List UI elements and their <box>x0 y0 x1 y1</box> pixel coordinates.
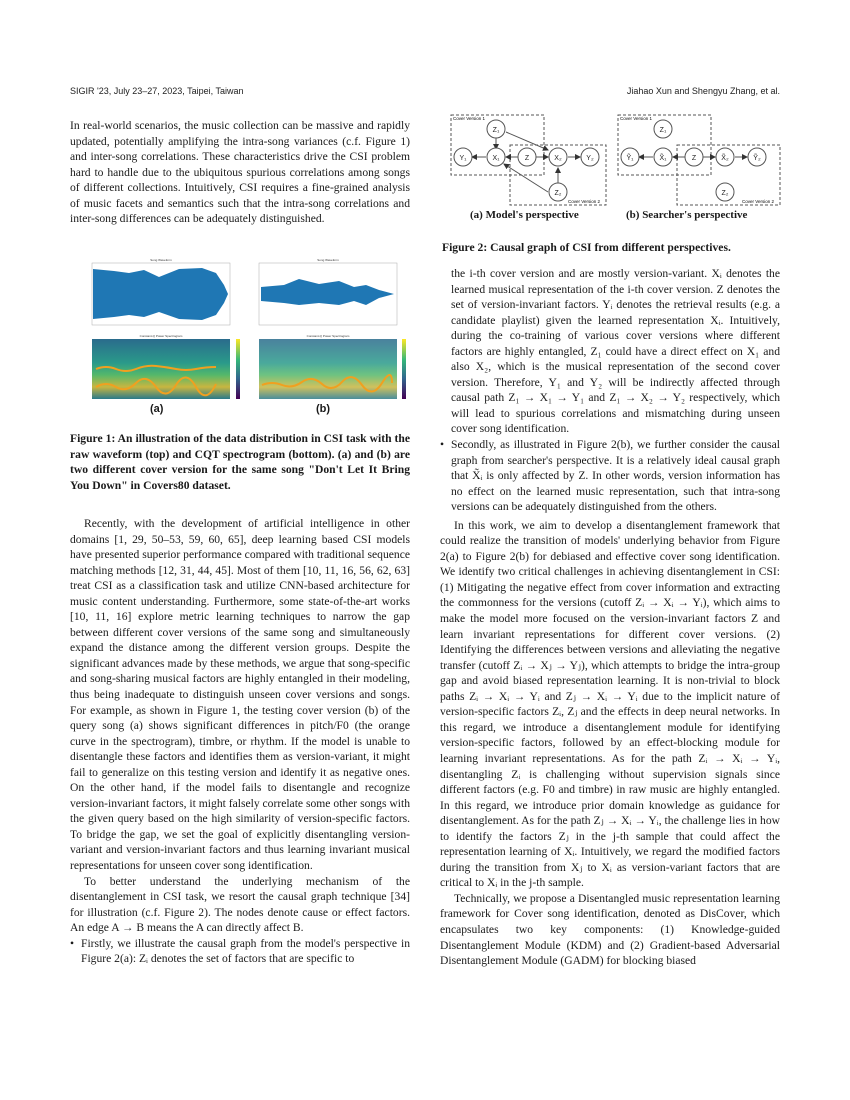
node-z: Z <box>691 155 697 162</box>
node-z1: Z₁ <box>659 127 667 134</box>
subfigure-a-label: (a) Model's perspective <box>470 209 579 221</box>
colorbar-a <box>236 339 240 399</box>
paragraph: Recently, with the development of artificial intelligence in other domains [1, 29, 50–53, 59, 60, 65], deep learning based CSI models have presented superior performance compared with traditional sequence matching methods [12, 31, 44, 45]. Most of them [10, 11, 16, 56, 62, 63] treat CSI as a classification task and utilize CNN-based architecture for music content understanding. Furthermore, some state-of-the-art works [10, 11, 16] explore metric learning techniques to narrow the gap between different cover versions of the same song and simultaneously expand the distance among the different version groups. Despite the significant advances made by these methods, we argue that song-specific and song-sharing musical factors are highly entangled in their modeling, thus being inadequate to distinguish unseen cover versions and songs. For example, as shown in Figure 1, the testing cover version (b) of the query song (a) shows significant differences in pitch/F0 (the orange curve in the spectrogram), timbre, or rhythm. If the model is unable to disentangle these factors and identifies them as version-variant, it might fail to generalize on this testing version and identify it as negative ones. On the other hand, if the model fails to disentangle and recognize version-invariant factors, it might falsely correlate some other songs with the given query based on the high similarity of version-specific factors. To bridge the gap, we set the goal of explicitly disentangling version-variant and version-invariant factors and thus learning invariant musical representations for unseen cover song identification. <box>70 517 410 873</box>
running-header-right: Jiahao Xun and Shengyu Zhang, et al. <box>626 86 780 96</box>
panel-label-b: (b) <box>316 403 331 415</box>
node-x2-tilde: X̃₂ <box>721 155 729 162</box>
waveform-title-b: Song Waveform <box>317 258 339 262</box>
node-z: Z <box>524 155 530 162</box>
node-z1: Z₁ <box>492 127 500 134</box>
right-column <box>440 266 780 969</box>
causal-graph <box>448 112 783 210</box>
node-y1: Y₁ <box>459 155 467 162</box>
subfigure-b-label: (b) Searcher's perspective <box>626 209 748 221</box>
spectrogram-title-a: Constant-Q Power Spectrogram <box>139 334 183 338</box>
figure-2 <box>448 112 783 227</box>
colorbar-b <box>402 339 406 399</box>
spectrogram-title-b: Constant-Q Power Spectrogram <box>306 334 350 338</box>
running-header-left: SIGIR '23, July 23–27, 2023, Taipei, Taiwan <box>70 86 244 96</box>
waveform-a <box>92 263 230 325</box>
spectrogram-a <box>92 339 230 399</box>
waveform-title-a: Song Waveform <box>150 258 172 262</box>
paragraph: In this work, we aim to develop a disentanglement framework that could realize the transition of models' underlying behavior from Figure 2(a) to Figure 2(b) for debiased and effective cover song identification. We identify two critical challenges in achieving disentanglement in CSI: (1) Mitigating the negative effect from cover information and extracting the commonness for the versions (cutoff Zᵢ → Xᵢ → Yᵢ), which aims to make the model more focused on the version-invariant factors Z and learn invariant representations for different cover versions. (2) Identifying the differences between versions and alleviating the negative transfer (cutoff Zᵢ → Xⱼ → Yⱼ), which attempts to bridge the intra-group gap and avoid biased representation learning. It is non-trivial to block paths Zᵢ → Xᵢ → Yᵢ and Zⱼ → Xᵢ → Yᵢ due to the implicit nature of version-specific factors Zᵢ, Zⱼ and the effects in deep neural networks. In this regard, we introduce a disentanglement module for identifying version-specific factors, followed by an effect-blocking module for learning invariant representations. As for the path Zᵢ → Xᵢ → Yᵢ, disentangling Zᵢ is challenging without supervision signals since different factors (e.g. F0 and timbre) in raw music are highly entangled. In this regard, we introduce prior domain knowledge as guidance for disentanglement. As for the path Zⱼ → Xᵢ → Yᵢ, the challenge lies in how to identify the factors Zⱼ in the j-th sample that could affect the representation learning of Xᵢ. Intuitively, we regard the modified factors during the transition from Xⱼ to Xᵢ as version-variant factors that are critical to Xᵢ in the j-th sample. <box>440 518 780 890</box>
figure-1-caption: Figure 1: An illustration of the data distribution in CSI task with the raw waveform (top) and CQT spectrogram (bottom). (a) and (b) are two different cover version for the same song "Don't Let It Bring You Down" in Covers80 dataset. <box>70 432 410 492</box>
node-y2: Y₂ <box>586 155 594 162</box>
figure-1-graphic <box>84 257 414 417</box>
bullet-item: • Firstly, we illustrate the causal graph from the model's perspective in Figure 2(a): Zᵢ denotes the set of factors that are specific to <box>70 936 410 967</box>
cover-version-2-label: Cover Version 2 <box>742 199 775 204</box>
paragraph: the i-th cover version and are mostly version-variant. Xᵢ denotes the learned musical representation of the i-th cover version. Z denotes the set of version-invariant factors. Yᵢ denotes the retrieval results (e.g. a candidate playlist) given the learned representation Xᵢ. Intuitively, during the co-training of various cover versions where different factors are highly entangled, Z₁ could have a direct effect on X₁ and also X₂, which is the musical representation of the second cover version. Therefore, Y₁ and Y₂ will be indirectly affected through causal path Z₁ → X₁ → Y₁ and Z₁ → X₂ → Y₂ respectively, which will lead to spurious correlations and mismatching during unseen cover song identification. <box>451 267 780 436</box>
bullet-item: • Secondly, as illustrated in Figure 2(b), we further consider the causal graph from searcher's perspective. It is a relatively ideal causal graph that X̃ᵢ is only affected by Z. In other words, version information has no effect on the learned music representation, such that intra-song versions can be adequately distinguished from the others. <box>440 437 780 515</box>
node-y2-tilde: Ỹ₂ <box>753 155 761 162</box>
waveform-b <box>259 263 397 325</box>
left-column <box>70 118 410 227</box>
cover-version-2-label: Cover Version 2 <box>568 199 601 204</box>
node-x1: X₁ <box>492 155 500 162</box>
paragraph: In real-world scenarios, the music collection can be massive and rapidly updated, potentially amplifying the intra-song variances (c.f. Figure 1) and inter-song correlations. These characteristics drive the CSI problem hard to handle due to the ubiquitous spurious correlations among songs of different collections. Intuitively, CSI requires a fine-grained analysis of music facets and semantics such that the intra-song correlations and inter-song differences can be adequately distinguished. <box>70 119 410 226</box>
paragraph: To better understand the underlying mechanism of the disentanglement in CSI task, we resort the causal graph technique [34] for illustration (c.f. Figure 2). The nodes denote cause or effect factors. An edge A → B means the A can directly affect B. <box>70 874 410 935</box>
node-y1-tilde: Ỹ₁ <box>626 155 634 162</box>
left-column-continued <box>70 516 410 967</box>
paragraph: Technically, we propose a Disentangled music representation learning framework for Cover song identification, denoted as DisCover, which encapsulates two key components: (1) Knowledge-guided Disentanglement Module (KDM) and (2) Gradient-based Adversarial Disentanglement Module (GADM) for blocking biased <box>440 891 780 968</box>
node-z2: Z₂ <box>721 190 729 197</box>
figure-1 <box>84 257 414 417</box>
cover-version-1-label: Cover Version 1 <box>620 116 653 121</box>
node-x2: X₂ <box>554 155 562 162</box>
panel-label-a: (a) <box>150 403 164 415</box>
cover-version-1-label: Cover Version 1 <box>453 116 486 121</box>
node-x1-tilde: X̃₁ <box>659 155 667 162</box>
figure-2-caption: Figure 2: Causal graph of CSI from different perspectives. <box>442 241 731 254</box>
node-z2: Z₂ <box>554 190 562 197</box>
